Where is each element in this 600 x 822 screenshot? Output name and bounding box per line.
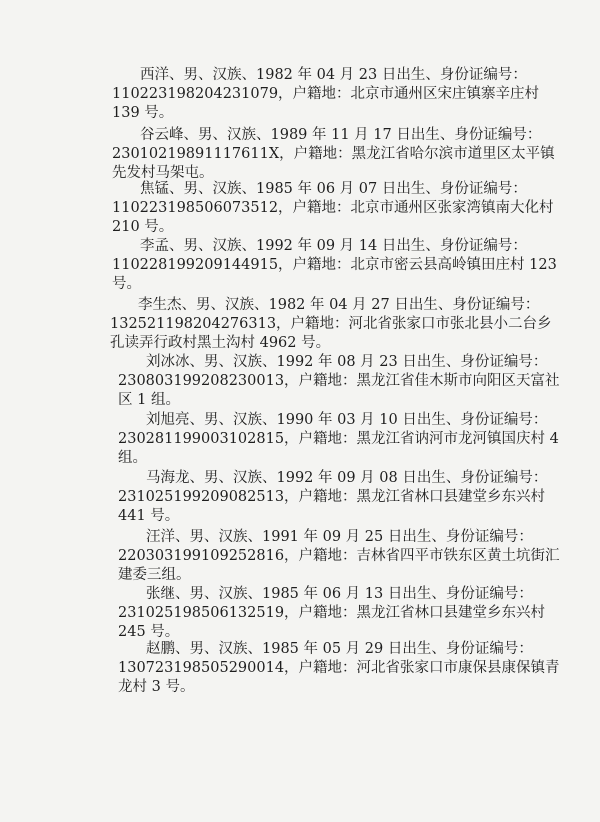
- entry-line: 西洋、男、汉族、1982 年 04 月 23 日出生、身份证编号：: [140, 67, 527, 83]
- entry-line: 139 号。: [112, 105, 174, 121]
- person-entry: [112, 66, 539, 123]
- person-entry: [110, 296, 552, 353]
- entry-line: 张继、男、汉族、1985 年 06 月 13 日出生、身份证编号：: [146, 586, 533, 602]
- person-entry: [118, 640, 560, 697]
- person-entry: [112, 180, 554, 237]
- person-entry: [118, 469, 547, 526]
- entry-line: 220303199109252816，户籍地：吉林省四平市铁东区黄土坑街汇: [118, 548, 560, 564]
- entry-line: 441 号。: [118, 508, 180, 524]
- entry-line: 组。: [118, 450, 147, 466]
- entry-line: 132521198204276313，户籍地：河北省张家口市张北县小二台乡: [110, 316, 552, 332]
- entry-line: 先发村马架屯。: [112, 165, 214, 181]
- person-entry: [112, 237, 557, 294]
- entry-line: 210 号。: [112, 219, 174, 235]
- entry-line: 汪洋、男、汉族、1991 年 09 月 25 日出生、身份证编号：: [146, 529, 533, 545]
- entry-line: 孔读弄行政村黑土沟村 4962 号。: [110, 335, 331, 351]
- entry-line: 230803199208230013，户籍地：黑龙江省佳木斯市向阳区天富社: [118, 373, 560, 389]
- person-entry: [118, 353, 560, 410]
- entry-line: 马海龙、男、汉族、1992 年 09 月 08 日出生、身份证编号：: [146, 470, 548, 486]
- entry-line: 130723198505290014，户籍地：河北省张家口市康保县康保镇青: [118, 660, 560, 676]
- entry-line: 110228199209144915，户籍地：北京市密云县高岭镇田庄村 123: [112, 257, 557, 273]
- person-entry: [112, 126, 555, 183]
- entry-line: 谷云峰、男、汉族、1989 年 11 月 17 日出生、身份证编号：: [140, 127, 542, 143]
- person-entry: [118, 528, 560, 585]
- entry-line: 建委三组。: [118, 567, 191, 583]
- entry-line: 230281199003102815，户籍地：黑龙江省讷河市龙河镇国庆村 4: [118, 431, 559, 447]
- entry-line: 区 1 组。: [118, 392, 180, 408]
- person-entry: [118, 585, 545, 642]
- person-entry: [118, 411, 559, 468]
- entry-line: 刘旭亮、男、汉族、1990 年 03 月 10 日出生、身份证编号：: [146, 412, 548, 428]
- entry-line: 231025199209082513，户籍地：黑龙江省林口县建堂乡东兴村: [118, 489, 546, 505]
- entry-line: 号。: [112, 276, 141, 292]
- entry-line: 李生杰、男、汉族、1982 年 04 月 27 日出生、身份证编号：: [138, 297, 540, 313]
- entry-line: 李孟、男、汉族、1992 年 09 月 14 日出生、身份证编号：: [140, 238, 527, 254]
- entry-line: 龙村 3 号。: [118, 679, 195, 695]
- entry-line: 23010219891117611X，户籍地：黑龙江省哈尔滨市道里区太平镇: [112, 146, 555, 162]
- entry-line: 110223198506073512，户籍地：北京市通州区张家湾镇南大化村: [112, 200, 554, 216]
- entry-line: 231025198506132519，户籍地：黑龙江省林口县建堂乡东兴村: [118, 605, 546, 621]
- entry-line: 110223198204231079，户籍地：北京市通州区宋庄镇寨辛庄村: [112, 86, 540, 102]
- entry-line: 刘冰冰、男、汉族、1992 年 08 月 23 日出生、身份证编号：: [146, 354, 548, 370]
- entry-line: 焦锰、男、汉族、1985 年 06 月 07 日出生、身份证编号：: [140, 181, 527, 197]
- entry-line: 赵鹏、男、汉族、1985 年 05 月 29 日出生、身份证编号：: [146, 641, 533, 657]
- entry-line: 245 号。: [118, 624, 180, 640]
